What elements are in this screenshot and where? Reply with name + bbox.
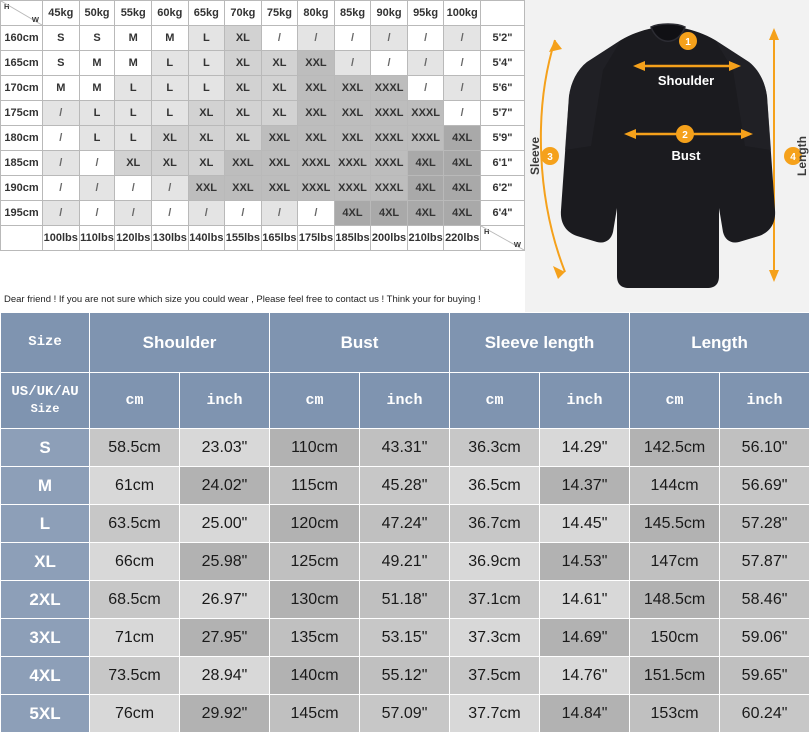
- grid-size-cell: XL: [225, 51, 262, 76]
- grid-size-cell: XXXL: [334, 176, 371, 201]
- measurement-cell: 145cm: [270, 695, 360, 733]
- measurement-cell: 71cm: [90, 619, 180, 657]
- grid-row: [1, 126, 525, 151]
- grid-row: [1, 51, 525, 76]
- grid-size-cell: 4XL: [407, 201, 444, 226]
- table-row: [1, 695, 809, 733]
- grid-height-label-ft: 5'9": [481, 126, 525, 151]
- grid-size-cell: /: [43, 176, 80, 201]
- grid-height-label-ft: 6'2": [481, 176, 525, 201]
- grid-weight-header-kg: 100kg: [444, 1, 481, 26]
- table-row: [1, 429, 809, 467]
- size-measurement-section: [0, 312, 809, 745]
- grid-size-cell: XXL: [261, 176, 298, 201]
- grid-size-cell: XXXL: [334, 151, 371, 176]
- grid-corner-cell-bottom: H W: [481, 226, 525, 251]
- group-header-length: Length: [630, 313, 809, 373]
- row-size-label: XL: [1, 543, 90, 581]
- grid-size-cell: S: [79, 26, 115, 51]
- grid-size-cell: XL: [225, 126, 262, 151]
- grid-weight-header-kg: 70kg: [225, 1, 262, 26]
- measurement-cell: 55.12": [360, 657, 450, 695]
- measurement-cell: 36.7cm: [450, 505, 540, 543]
- unit-header-cm-0: cm: [90, 373, 180, 429]
- grid-size-cell: 4XL: [444, 176, 481, 201]
- grid-size-cell: /: [43, 101, 80, 126]
- grid-size-cell: /: [371, 26, 408, 51]
- grid-size-cell: XXL: [225, 151, 262, 176]
- height-weight-grid-wrapper: [0, 0, 525, 312]
- grid-height-label-cm: 170cm: [1, 76, 43, 101]
- grid-size-cell: XXL: [298, 101, 335, 126]
- measurement-cell: 24.02": [180, 467, 270, 505]
- grid-weight-header-lbs: 210lbs: [407, 226, 444, 251]
- grid-size-cell: L: [188, 51, 225, 76]
- group-header-bust: Bust: [270, 313, 450, 373]
- grid-height-label-cm: 190cm: [1, 176, 43, 201]
- measurement-cell: 43.31": [360, 429, 450, 467]
- grid-weight-header-lbs: 155lbs: [225, 226, 262, 251]
- grid-height-label-cm: 175cm: [1, 101, 43, 126]
- measurement-cell: 142.5cm: [630, 429, 720, 467]
- grid-height-label-cm: 165cm: [1, 51, 43, 76]
- grid-size-cell: M: [115, 26, 152, 51]
- grid-size-cell: /: [298, 201, 335, 226]
- grid-weight-header-kg: 60kg: [152, 1, 189, 26]
- grid-size-cell: 4XL: [444, 151, 481, 176]
- grid-size-cell: /: [371, 51, 408, 76]
- table-row: [1, 543, 809, 581]
- measurement-cell: 60.24": [720, 695, 809, 733]
- marker-1-label: 1: [685, 37, 691, 48]
- marker-4-label: 4: [790, 152, 796, 163]
- unit-header-cm-2: cm: [270, 373, 360, 429]
- grid-size-cell: XXL: [298, 126, 335, 151]
- grid-size-cell: XL: [188, 126, 225, 151]
- grid-size-cell: XL: [261, 51, 298, 76]
- grid-size-cell: XL: [225, 76, 262, 101]
- measurement-cell: 68.5cm: [90, 581, 180, 619]
- measurement-cell: 63.5cm: [90, 505, 180, 543]
- measurement-cell: 140cm: [270, 657, 360, 695]
- marker-3-label: 3: [547, 152, 553, 163]
- unit-header-cm-6: cm: [630, 373, 720, 429]
- measurement-cell: 25.98": [180, 543, 270, 581]
- grid-size-cell: /: [261, 201, 298, 226]
- grid-row: [1, 201, 525, 226]
- measurement-cell: 14.53": [540, 543, 630, 581]
- measurement-cell: 76cm: [90, 695, 180, 733]
- grid-row: [1, 26, 525, 51]
- grid-size-cell: /: [261, 26, 298, 51]
- grid-size-cell: L: [152, 101, 189, 126]
- grid-weight-header-lbs: 120lbs: [115, 226, 152, 251]
- grid-size-cell: XXL: [298, 76, 335, 101]
- grid-size-cell: XL: [188, 101, 225, 126]
- row-size-label: 2XL: [1, 581, 90, 619]
- grid-weight-header-kg: 55kg: [115, 1, 152, 26]
- measurement-cell: 47.24": [360, 505, 450, 543]
- row-size-label: 4XL: [1, 657, 90, 695]
- row-size-label: 3XL: [1, 619, 90, 657]
- grid-height-label-ft: 5'2": [481, 26, 525, 51]
- grid-size-cell: /: [407, 76, 444, 101]
- grid-size-cell: XXL: [298, 51, 335, 76]
- grid-size-cell: S: [43, 26, 80, 51]
- measurement-cell: 28.94": [180, 657, 270, 695]
- grid-corner-cell: H W: [1, 1, 43, 26]
- grid-size-cell: XXXL: [371, 101, 408, 126]
- grid-weight-header-kg: 80kg: [298, 1, 335, 26]
- unit-header-cm-4: cm: [450, 373, 540, 429]
- measurement-cell: 120cm: [270, 505, 360, 543]
- grid-header-row: [1, 1, 525, 26]
- measurement-cell: 57.28": [720, 505, 809, 543]
- measurement-cell: 150cm: [630, 619, 720, 657]
- grid-height-label-ft: 5'4": [481, 51, 525, 76]
- grid-weight-header-kg: 45kg: [43, 1, 80, 26]
- grid-header-blank: [481, 1, 525, 26]
- grid-size-cell: 4XL: [444, 201, 481, 226]
- measurement-cell: 36.5cm: [450, 467, 540, 505]
- table-row: [1, 657, 809, 695]
- row-size-label: 5XL: [1, 695, 90, 733]
- grid-size-cell: /: [225, 201, 262, 226]
- grid-weight-header-lbs: 165lbs: [261, 226, 298, 251]
- grid-weight-header-kg: 65kg: [188, 1, 225, 26]
- measurement-cell: 56.69": [720, 467, 809, 505]
- unit-header-inch-3: inch: [360, 373, 450, 429]
- grid-weight-header-lbs: 200lbs: [371, 226, 408, 251]
- grid-size-cell: XXXL: [371, 76, 408, 101]
- grid-size-cell: /: [298, 26, 335, 51]
- measurement-cell: 14.76": [540, 657, 630, 695]
- measurement-cell: 37.1cm: [450, 581, 540, 619]
- garment-diagram-panel: [525, 0, 809, 312]
- contact-note: Dear friend ! If you are not sure which size you could wear , Please feel free to contact us ! Think your for buying !: [0, 290, 525, 312]
- measurement-cell: 59.65": [720, 657, 809, 695]
- group-header-sleeve-length: Sleeve length: [450, 313, 630, 373]
- grid-size-cell: XXXL: [407, 126, 444, 151]
- measurement-cell: 135cm: [270, 619, 360, 657]
- measurement-cell: 57.09": [360, 695, 450, 733]
- grid-size-cell: 4XL: [371, 201, 408, 226]
- grid-size-cell: /: [79, 201, 115, 226]
- grid-size-cell: /: [43, 201, 80, 226]
- measurement-cell: 110cm: [270, 429, 360, 467]
- measurement-cell: 115cm: [270, 467, 360, 505]
- grid-weight-header-lbs: 185lbs: [334, 226, 371, 251]
- grid-size-cell: XL: [115, 151, 152, 176]
- grid-size-cell: /: [43, 151, 80, 176]
- measurement-cell: 25.00": [180, 505, 270, 543]
- table-row: [1, 581, 809, 619]
- grid-size-cell: L: [188, 76, 225, 101]
- measurement-cell: 125cm: [270, 543, 360, 581]
- grid-size-cell: M: [79, 51, 115, 76]
- grid-height-label-ft: 6'1": [481, 151, 525, 176]
- grid-size-cell: L: [115, 126, 152, 151]
- measurement-cell: 23.03": [180, 429, 270, 467]
- grid-size-cell: XXL: [261, 126, 298, 151]
- measurement-cell: 66cm: [90, 543, 180, 581]
- measurement-cell: 36.9cm: [450, 543, 540, 581]
- measurement-cell: 153cm: [630, 695, 720, 733]
- grid-weight-header-lbs: 140lbs: [188, 226, 225, 251]
- grid-row: [1, 76, 525, 101]
- measurement-cell: 58.46": [720, 581, 809, 619]
- measurement-cell: 56.10": [720, 429, 809, 467]
- grid-size-cell: /: [444, 101, 481, 126]
- grid-size-cell: /: [188, 201, 225, 226]
- size-measurement-table: [0, 312, 809, 733]
- row-size-label: S: [1, 429, 90, 467]
- bust-label: Bust: [671, 148, 701, 163]
- grid-size-cell: /: [79, 176, 115, 201]
- grid-size-cell: L: [79, 101, 115, 126]
- sleeve-label: Sleeve: [528, 136, 542, 176]
- grid-weight-header-kg: 95kg: [407, 1, 444, 26]
- grid-weight-header-kg: 85kg: [334, 1, 371, 26]
- grid-weight-header-lbs: 100lbs: [43, 226, 80, 251]
- measurement-cell: 145.5cm: [630, 505, 720, 543]
- measurement-cell: 36.3cm: [450, 429, 540, 467]
- unit-header-inch-1: inch: [180, 373, 270, 429]
- measurement-cell: 73.5cm: [90, 657, 180, 695]
- measurement-cell: 61cm: [90, 467, 180, 505]
- grid-size-cell: 4XL: [407, 151, 444, 176]
- grid-size-cell: M: [115, 51, 152, 76]
- unit-header-row: [1, 373, 809, 429]
- grid-size-cell: L: [152, 51, 189, 76]
- measurement-cell: 45.28": [360, 467, 450, 505]
- grid-weight-header-kg: 50kg: [79, 1, 115, 26]
- row-size-label: M: [1, 467, 90, 505]
- measurement-cell: 53.15": [360, 619, 450, 657]
- grid-weight-header-lbs: 110lbs: [79, 226, 115, 251]
- grid-height-label-cm: 185cm: [1, 151, 43, 176]
- row-size-label: L: [1, 505, 90, 543]
- grid-size-cell: XXXL: [407, 101, 444, 126]
- grid-size-cell: /: [115, 201, 152, 226]
- measurement-cell: 14.29": [540, 429, 630, 467]
- grid-size-cell: L: [188, 26, 225, 51]
- grid-height-label-ft: 5'7": [481, 101, 525, 126]
- shoulder-label: Shoulder: [657, 73, 715, 88]
- grid-size-cell: L: [152, 76, 189, 101]
- grid-size-cell: L: [79, 126, 115, 151]
- grid-size-cell: 4XL: [444, 126, 481, 151]
- grid-row: [1, 101, 525, 126]
- table-row: [1, 467, 809, 505]
- grid-height-label-ft: 6'4": [481, 201, 525, 226]
- measurement-cell: 37.5cm: [450, 657, 540, 695]
- grid-size-cell: XXL: [225, 176, 262, 201]
- grid-size-cell: XL: [225, 101, 262, 126]
- grid-size-cell: XXXL: [298, 151, 335, 176]
- grid-height-label-cm: 160cm: [1, 26, 43, 51]
- grid-size-cell: XL: [261, 76, 298, 101]
- grid-size-cell: L: [115, 101, 152, 126]
- grid-size-cell: XXL: [334, 126, 371, 151]
- grid-size-cell: XXXL: [298, 176, 335, 201]
- measurement-cell: 14.61": [540, 581, 630, 619]
- grid-footer-blank: [1, 226, 43, 251]
- length-label: Length: [795, 136, 809, 176]
- grid-weight-header-lbs: 220lbs: [444, 226, 481, 251]
- grid-size-cell: XXXL: [371, 151, 408, 176]
- group-header-size: Size: [1, 313, 90, 373]
- measurement-cell: 59.06": [720, 619, 809, 657]
- grid-size-cell: XXL: [188, 176, 225, 201]
- grid-size-cell: /: [444, 26, 481, 51]
- measurement-cell: 37.7cm: [450, 695, 540, 733]
- grid-size-cell: L: [115, 76, 152, 101]
- grid-size-cell: S: [43, 51, 80, 76]
- grid-size-cell: /: [152, 201, 189, 226]
- grid-weight-header-lbs: 175lbs: [298, 226, 335, 251]
- grid-weight-header-kg: 90kg: [371, 1, 408, 26]
- grid-size-cell: /: [444, 51, 481, 76]
- grid-size-cell: XL: [152, 126, 189, 151]
- table-row: [1, 619, 809, 657]
- measurement-cell: 147cm: [630, 543, 720, 581]
- group-header-row: [1, 313, 809, 373]
- grid-size-cell: XXXL: [371, 176, 408, 201]
- top-section: [0, 0, 809, 312]
- grid-size-cell: /: [152, 176, 189, 201]
- measurement-cell: 144cm: [630, 467, 720, 505]
- grid-size-cell: XXL: [334, 76, 371, 101]
- measurement-cell: 58.5cm: [90, 429, 180, 467]
- grid-size-cell: XL: [152, 151, 189, 176]
- grid-size-cell: XXXL: [371, 126, 408, 151]
- grid-weight-header-lbs: 130lbs: [152, 226, 189, 251]
- garment-diagram-svg: [525, 0, 809, 312]
- grid-size-cell: /: [43, 126, 80, 151]
- measurement-cell: 29.92": [180, 695, 270, 733]
- measurement-cell: 130cm: [270, 581, 360, 619]
- grid-size-cell: XL: [261, 101, 298, 126]
- grid-size-cell: /: [407, 51, 444, 76]
- measurement-cell: 49.21": [360, 543, 450, 581]
- grid-size-cell: /: [334, 51, 371, 76]
- grid-size-cell: M: [152, 26, 189, 51]
- measurement-cell: 14.84": [540, 695, 630, 733]
- measurement-cell: 151.5cm: [630, 657, 720, 695]
- unit-header-inch-5: inch: [540, 373, 630, 429]
- size-system-header: US/UK/AU Size: [1, 373, 90, 429]
- measurement-cell: 26.97": [180, 581, 270, 619]
- grid-size-cell: /: [444, 76, 481, 101]
- grid-size-cell: 4XL: [334, 201, 371, 226]
- grid-height-label-ft: 5'6": [481, 76, 525, 101]
- unit-header-inch-7: inch: [720, 373, 809, 429]
- grid-size-cell: /: [79, 151, 115, 176]
- measurement-cell: 51.18": [360, 581, 450, 619]
- measurement-cell: 37.3cm: [450, 619, 540, 657]
- height-weight-grid: [0, 0, 525, 251]
- grid-size-cell: /: [115, 176, 152, 201]
- grid-size-cell: M: [79, 76, 115, 101]
- grid-size-cell: XL: [225, 26, 262, 51]
- grid-size-cell: XXL: [261, 151, 298, 176]
- table-row: [1, 505, 809, 543]
- grid-row: [1, 176, 525, 201]
- measurement-cell: 27.95": [180, 619, 270, 657]
- grid-size-cell: /: [407, 26, 444, 51]
- measurement-cell: 148.5cm: [630, 581, 720, 619]
- measurement-cell: 57.87": [720, 543, 809, 581]
- grid-height-label-cm: 195cm: [1, 201, 43, 226]
- measurement-cell: 14.45": [540, 505, 630, 543]
- grid-size-cell: /: [334, 26, 371, 51]
- measurement-cell: 14.69": [540, 619, 630, 657]
- grid-footer-row: [1, 226, 525, 251]
- grid-size-cell: XL: [188, 151, 225, 176]
- grid-row: [1, 151, 525, 176]
- marker-2-label: 2: [682, 130, 688, 141]
- grid-height-label-cm: 180cm: [1, 126, 43, 151]
- grid-size-cell: M: [43, 76, 80, 101]
- grid-size-cell: 4XL: [407, 176, 444, 201]
- grid-size-cell: XXL: [334, 101, 371, 126]
- grid-weight-header-kg: 75kg: [261, 1, 298, 26]
- group-header-shoulder: Shoulder: [90, 313, 270, 373]
- measurement-cell: 14.37": [540, 467, 630, 505]
